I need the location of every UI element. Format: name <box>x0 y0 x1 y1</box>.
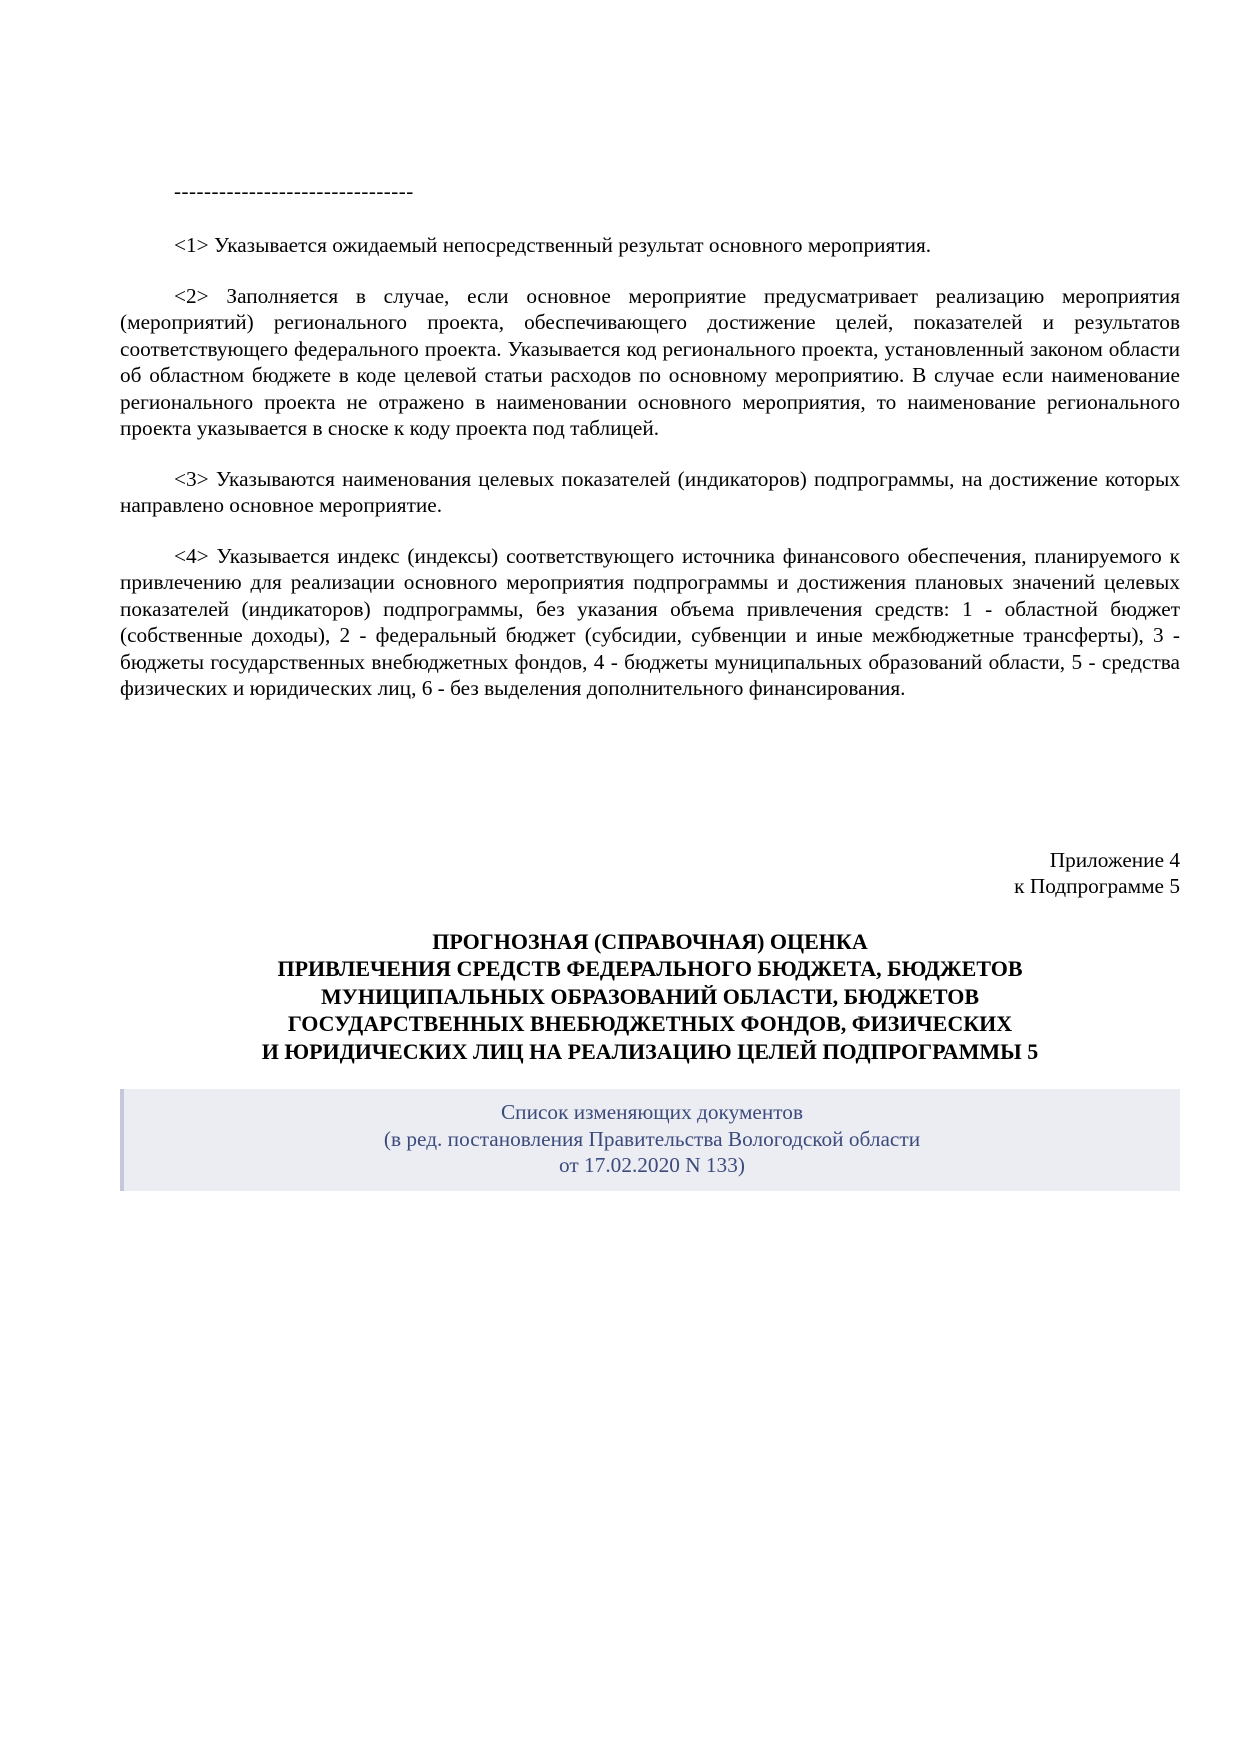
footnote-2: <2> Заполняется в случае, если основное мероприятие предусматривает реализацию мероприятия (мероприятий) регионального проекта, обеспечивающего достижение целей, показателей и результатов соответствующего федерального проекта. Указывается код регионального проекта, установленный законом области об областном бюджете в коде целевой статьи расходов по основному мероприятию. В случае если наименование регионального проекта не отражено в наименовании основного мероприятия, то наименование регионального проекта указывается в сноске к коду проекта под таблицей. <box>120 283 1180 440</box>
title-line-3: МУНИЦИПАЛЬНЫХ ОБРАЗОВАНИЙ ОБЛАСТИ, БЮДЖЕТОВ <box>320 983 980 1009</box>
title-line-1: ПРОГНОЗНАЯ (СПРАВОЧНАЯ) ОЦЕНКА <box>432 928 868 954</box>
appendix-subprogram: к Подпрограмме 5 <box>1014 874 1180 898</box>
footnote-separator: -------------------------------- <box>174 179 414 203</box>
amending-documents-reference: (в ред. постановления Правительства Вологодской области <box>383 1126 921 1151</box>
amending-documents-title: Список изменяющих документов <box>500 1100 804 1124</box>
document-page <box>120 178 1180 1191</box>
footnote-1: <1> Указывается ожидаемый непосредственный результат основного мероприятия. <box>174 233 932 257</box>
title-line-5: И ЮРИДИЧЕСКИХ ЛИЦ НА РЕАЛИЗАЦИЮ ЦЕЛЕЙ ПОДПРОГРАММЫ 5 <box>261 1038 1039 1064</box>
amending-documents-box <box>120 1089 1180 1191</box>
appendix-reference <box>120 847 1180 900</box>
title-line-2: ПРИВЛЕЧЕНИЯ СРЕДСТВ ФЕДЕРАЛЬНОГО БЮДЖЕТА, БЮДЖЕТОВ <box>277 956 1023 981</box>
footnote-3: <3> Указываются наименования целевых показателей (индикаторов) подпрограммы, на достижение которых направлено основное мероприятие. <box>120 466 1180 517</box>
footnote-4: <4> Указывается индекс (индексы) соответствующего источника финансового обеспечения, планируемого к привлечению для реализации основного мероприятия подпрограммы и достижения плановых значений целевых показателей (индикаторов) подпрограммы, без указания объема привлечения средств: 1 - областной бюджет (собственные доходы), 2 - федеральный бюджет (субсидии, субвенции и иные межбюджетные трансферты), 3 - бюджеты государственных внебюджетных фондов, 4 - бюджеты муниципальных образований области, 5 - средства физических и юридических лиц, 6 - без выделения дополнительного финансирования. <box>120 543 1180 700</box>
amending-documents-date: от 17.02.2020 N 133) <box>559 1153 745 1177</box>
title-line-4: ГОСУДАРСТВЕННЫХ ВНЕБЮДЖЕТНЫХ ФОНДОВ, ФИЗИЧЕСКИХ <box>287 1011 1013 1036</box>
appendix-number: Приложение 4 <box>1049 847 1180 872</box>
document-title <box>120 928 1180 1066</box>
